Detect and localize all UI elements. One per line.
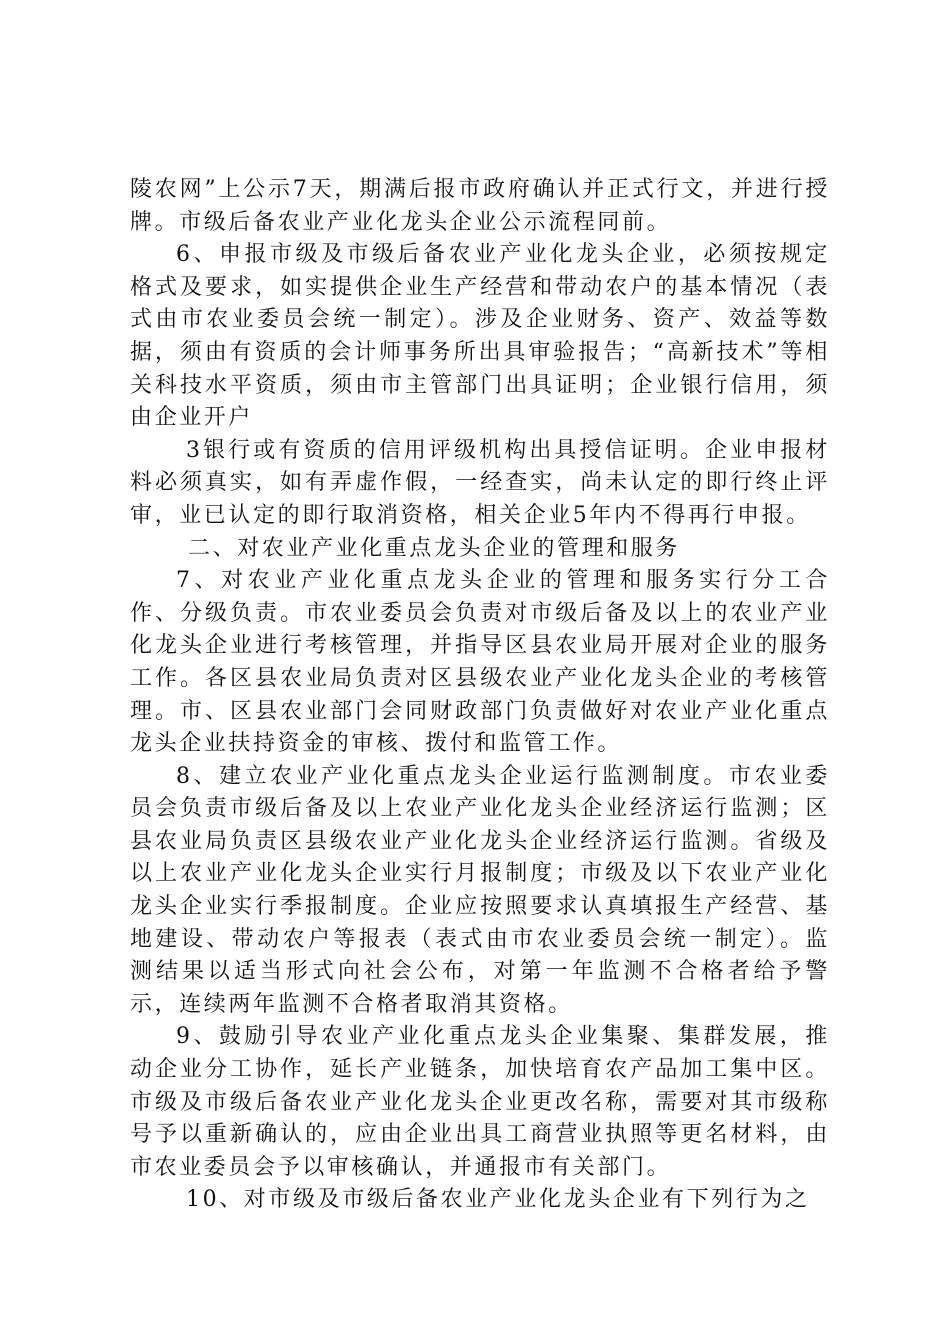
- document-body: [130, 174, 830, 1217]
- paragraph-item-8: 8、建立农业产业化重点龙头企业运行监测制度。市农业委员会负责市级后备及以上农业产业化龙头企业经济运行监测；区县农业局负责区县级农业产业化龙头企业经济运行监测。省级及以上农业产业化龙头企业实行月报制度；市级及以下农业产业化龙头企业实行季报制度。企业应按照要求认真填报生产经营、基地建设、带动农户等报表（表式由市农业委员会统一制定）。监测结果以适当形式向社会公布，对第一年监测不合格者给予警示，连续两年监测不合格者取消其资格。: [130, 763, 830, 1017]
- paragraph-item-6: 6、申报市级及市级后备农业产业化龙头企业，必须按规定格式及要求，如实提供企业生产经营和带动农户的基本情况（表式由市农业委员会统一制定）。涉及企业财务、资产、效益等数据，须由有资质的会计师事务所出具审验报告；“高新技术”等相关科技水平资质，须由市主管部门出具证明；企业银行信用，须由企业开户: [130, 242, 830, 431]
- paragraph-public-notice: 陵农网”上公示7天，期满后报市政府确认并正式行文，并进行授牌。市级后备农业产业化龙头企业公示流程同前。: [130, 177, 830, 235]
- paragraph-item-9: 9、鼓励引导农业产业化重点龙头企业集聚、集群发展，推动企业分工协作，延长产业链条，加快培育农产品加工集中区。市级及市级后备农业产业化龙头企业更改名称，需要对其市级称号予以重新确认的，应由企业出具工商营业执照等更名材料，由市农业委员会予以审核确认，并通报市有关部门。: [130, 1024, 830, 1180]
- paragraph-item-10: 10、对市级及市级后备农业产业化龙头企业有下列行为之: [186, 1187, 810, 1213]
- paragraph-bank-credit: 3银行或有资质的信用评级机构出具授信证明。企业申报材料必须真实，如有弄虚作假，一经查实，尚未认定的即行终止评审，业已认定的即行取消资格，相关企业5年内不得再行申报。: [130, 437, 830, 528]
- section-heading-management: 二、对农业产业化重点龙头企业的管理和服务: [188, 535, 681, 561]
- paragraph-item-7: 7、对农业产业化重点龙头企业的管理和服务实行分工合作、分级负责。市农业委员会负责对市级后备及以上的农业产业化龙头企业进行考核管理，并指导区县农业局开展对企业的服务工作。各区县农业局负责对区县级农业产业化龙头企业的考核管理。市、区县农业部门会同财政部门负责做好对农业产业化重点龙头企业扶持资金的审核、拨付和监管工作。: [130, 568, 830, 757]
